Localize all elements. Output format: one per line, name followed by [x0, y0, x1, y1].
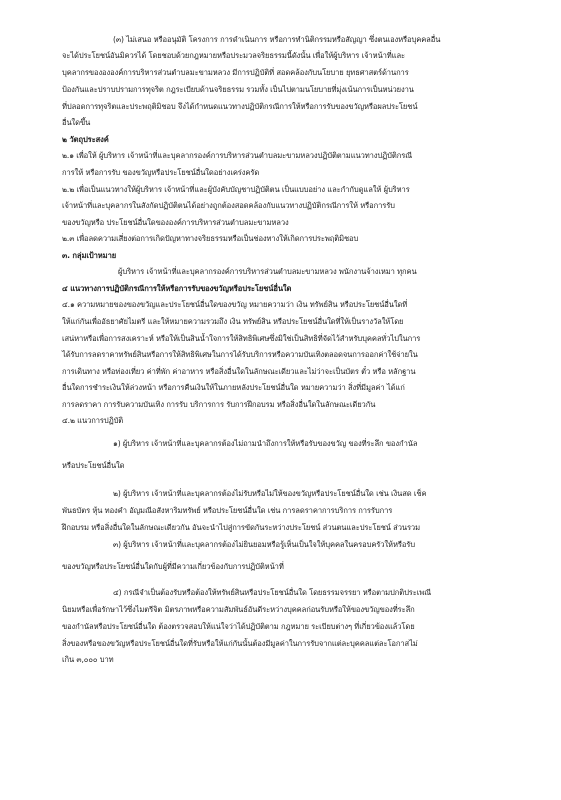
body-line: ของกำนัลหรือประโยชน์อื่นใด ต้องตรวจสอบให้แน่ใจว่าได้ปฏิบัติตาม กฎหมาย ระเบียบต่างๆ ที่เกี่ยวข้องแล้วโดย — [62, 622, 415, 631]
body-line: ๔.๒ แนวการปฏิบัติ — [62, 416, 124, 425]
body-line: นิยมหรือเพื่อรักษาไว้ซึ่งไมตรีจิต มิตรภาพหรือความสัมพันธ์อันดีระหว่างบุคคลก่อนรับหรือให้ของขวัญของที่ระลึก — [62, 605, 415, 614]
body-line: ของขวัญหรือ ประโยชน์อื่นใดขององค์การบริหารส่วนตำบลมะขามหลวง — [62, 218, 289, 227]
body-line: ๒) ผู้บริหาร เจ้าหน้าที่และบุคลากรต้องไม่รับหรือไม่ให้ของขวัญหรือประโยชน์อื่นใด เช่น เงินสด เช็ค — [113, 489, 427, 498]
body-line: หรือประโยชน์อื่นใด — [62, 461, 125, 470]
body-line: อื่นใดขึ้น — [62, 118, 91, 127]
body-line: บุคลากรของององค์การบริหารส่วนตำบลมะขามหลวง มีการปฏิบัติที่ สอดคล้องกับนโยบาย ยุทธศาสตร์ด้านการ — [62, 68, 409, 77]
body-line: ผู้บริหาร เจ้าหน้าที่และบุคลากรองค์การบริหารส่วนตำบลมะขามหลวง พนักงานจ้างเหมา ทุกคน — [118, 267, 417, 276]
section-heading: ๒ วัตถุประสงค์ — [62, 135, 109, 144]
body-line: เจ้าหน้าที่และบุคลากรในสังกัดปฏิบัติตนได้อย่างถูกต้องสอดคล้องกับแนวทางปฏิบัติกรณีการให้ หรือการรับ — [62, 201, 395, 210]
body-line: ๒.๑ เพื่อให้ ผู้บริหาร เจ้าหน้าที่และบุคลากรองค์การบริหารส่วนตำบลมะขามหลวงปฏิบัติตามแนวทางปฏิบัติกรณี — [62, 151, 413, 160]
body-line: ป้องกันและปราบปรามการทุจริต กฎระเบียบด้านจริยธรรม รวมทั้ง เป็นไปตามนโยบายที่มุ่งเน้นการเป็นหน่วยงาน — [62, 85, 414, 94]
body-line: ให้แก่กันเพื่ออัธยาศัยไมตรี และให้หมายความรวมถึง เงิน ทรัพย์สิน หรือประโยชน์อื่นใดที่ให้เป็นรางวัลให้โดย — [62, 317, 404, 326]
body-line: ๔) กรณีจำเป็นต้องรับหรือต้องให้ทรัพย์สินหรือประโยชน์อื่นใด โดยธรรมจรรยา หรือตามปกติประเพณี — [113, 588, 432, 597]
body-line: สิ่งของหรือของขวัญหรือประโยชน์อื่นใดที่รับหรือให้แก่กันนั้นต้องมีมูลค่าในการรับจากแต่ละบุคคลแต่ละโอกาสไม่ — [62, 639, 418, 648]
body-line: ๔.๑ ความหมายของของขวัญและประโยชน์อื่นใดของขวัญ หมายความว่า เงิน ทรัพย์สิน หรือประโยชน์อื่นใดที่ — [62, 300, 408, 309]
body-line: ได้รับการลดราคาทรัพย์สินหรือการให้สิทธิพิเศษในการได้รับบริการหรือความบันเทิงตลอดจนการออกค่าใช้จ่ายใน — [62, 350, 418, 359]
body-line: เสน่หาหรือเพื่อการสงเคราะห์ หรือให้เป็นสินน้ำใจการให้สิทธิพิเศษซึ่งมิใช่เป็นสิทธิที่จัดไว้สำหรับบุคคลทั่วไปในการ — [62, 334, 421, 343]
body-line: ๓) ผู้บริหาร เจ้าหน้าที่และบุคลากรต้องไม่ยินยอมหรือรู้เห็นเป็นใจให้บุคคลในครอบครัวให้หรือรับ — [113, 540, 416, 549]
body-line: (๓) ไม่เสนอ หรืออนุมัติ โครงการ การดำเนินการ หรือการทำนิติกรรมหรือสัญญา ซึ่งตนเองหรือบุคคลอื่น — [113, 35, 441, 44]
body-line: จะได้ประโยชน์อันมิควรได้ โดยชอบด้วยกฎหมายหรือประมวลจริยธรรมนี้ดังนั้น เพื่อให้ผู้บริหาร เจ้าหน้าที่และ — [62, 51, 405, 60]
body-line: ที่ปลอดการทุจริตและประพฤติมิชอบ จึงได้กำหนดแนวทางปฏิบัติกรณีการให้หรือการรับของขวัญหรือผลประโยชน์ — [62, 102, 418, 111]
body-line: ฝึกอบรม หรือสิ่งอื่นใดในลักษณะเดียวกัน อันจะนำไปสู่การขัดกันระหว่างประโยชน์ ส่วนตนและประโยชน์ ส่วนรวม — [62, 523, 420, 532]
body-line: การเดินทาง หรือท่องเที่ยว ค่าที่พัก ค่าอาหาร หรือสิ่งอื่นใดในลักษณะเดียวและไม่ว่าจะเป็นบัตร ตั๋ว หรือ หลักฐาน — [62, 367, 416, 376]
section-heading: ๔ แนวทางการปฏิบัติกรณีการให้หรือการรับของขวัญหรือประโยชน์อื่นใด — [62, 284, 292, 293]
body-line: การลดราคา การรับความบันเทิง การรับ บริการการ รับการฝึกอบรม หรือสิ่งอื่นใดในลักษณะเดียวกัน — [62, 400, 376, 409]
body-line: ของขวัญหรือประโยชน์อื่นใดกับผู้ที่มีความเกี่ยวข้องกับการปฏิบัติหน้าที่ — [62, 562, 284, 571]
body-line: พันธบัตร หุ้น ทองคำ อัญมณีอสังหาริมทรัพย์ หรือประโยชน์อื่นใด เช่น การลดราคาการบริการ การรับการ — [62, 506, 393, 515]
body-line: การให้ หรือการรับ ของขวัญหรือประโยชน์อื่นใดอย่างเคร่งครัด — [62, 168, 260, 177]
body-line: ๒.๓ เพื่อลดความเสี่ยงต่อการเกิดปัญหาทางจริยธรรมหรือเป็นช่องทางให้เกิดการประพฤติมิชอบ — [62, 234, 359, 243]
body-line: เกิน ๓,๐๐๐ บาท — [62, 655, 114, 664]
body-line: ๑) ผู้บริหาร เจ้าหน้าที่และบุคลากรต้องไม่ถามนำถึงการให้หรือรับของขวัญ ของที่ระลึก ของกำนัล — [113, 439, 418, 448]
body-line: อื่นใดการชำระเงินให้ล่วงหน้า หรือการคืนเงินให้ในภายหลังประโยชน์อื่นใด หมายความว่า สิ่งที่มีมูลค่า ได้แก่ — [62, 383, 405, 392]
section-heading: ๓. กลุ่มเป้าหมาย — [62, 251, 117, 260]
body-line: ๒.๒ เพื่อเป็นแนวทางให้ผู้บริหาร เจ้าหน้าที่และผู้บังคับบัญชาปฏิบัติตน เป็นแบบอย่าง และกำกับดูแลให้ ผู้บริหาร — [62, 185, 410, 194]
